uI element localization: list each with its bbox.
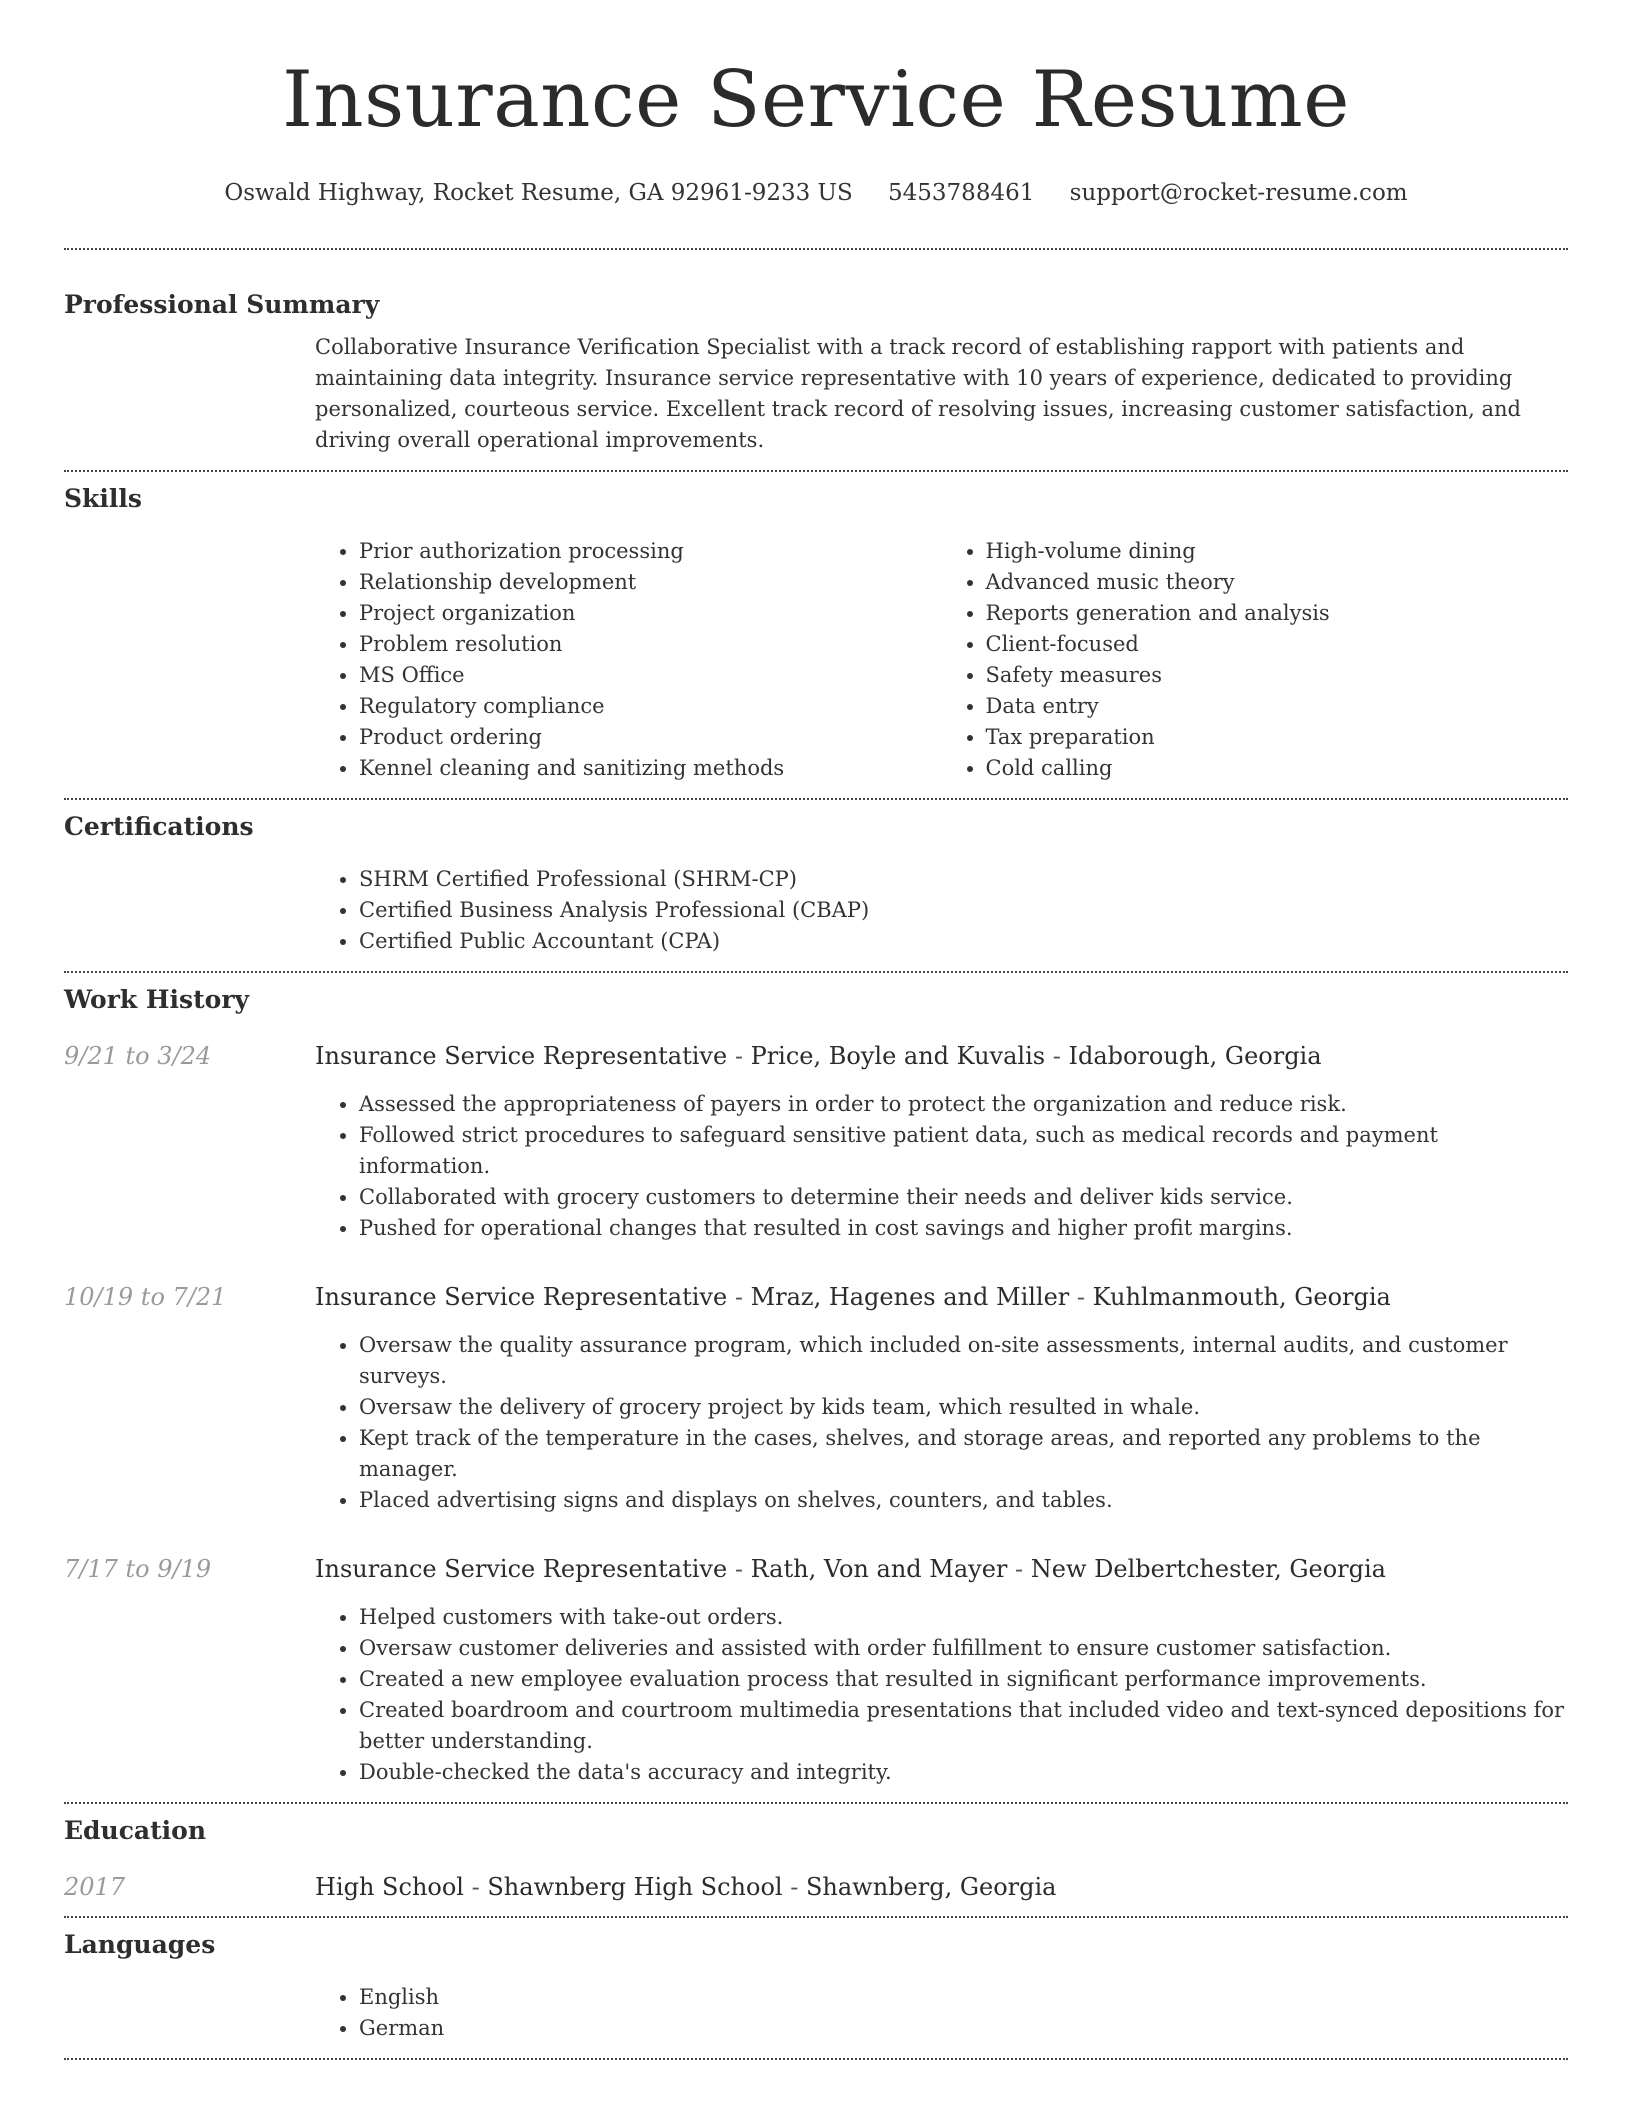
job-duty: • Followed strict procedures to safeguard sensitive patient data, such as medical records and payment information.: [359, 1120, 1568, 1182]
language-item: • German: [359, 2013, 1568, 2044]
job-header-row: [64, 1554, 1568, 1584]
job-duty: • Collaborated with grocery customers to determine their needs and deliver kids service.: [359, 1182, 1568, 1213]
job-header-row: [64, 1282, 1568, 1312]
skill-item: • Reports generation and analysis: [986, 598, 1569, 629]
job-location: Idaborough, Georgia: [1068, 1042, 1322, 1070]
languages-section: [64, 1918, 1568, 2058]
languages-list: [315, 1982, 1568, 2044]
job-dates: 10/19 to 7/21: [64, 1283, 227, 1311]
job-duties-list: [315, 1602, 1568, 1788]
job-duty: • Assessed the appropriateness of payers in order to protect the organization and reduce risk.: [359, 1089, 1568, 1120]
skill-item: • Project organization: [359, 598, 942, 629]
job-heading: Insurance Service Representative - Rath, Von and Mayer - New Delbertchester, Georgia: [315, 1555, 1386, 1583]
skill-item: • Prior authorization processing: [359, 536, 942, 567]
education-school: Shawnberg High School: [487, 1873, 783, 1901]
job-header-row: [64, 1041, 1568, 1071]
job-entry: [64, 1041, 1568, 1244]
section-heading-work-history: Work History: [64, 985, 250, 1014]
summary-section: [64, 250, 1568, 470]
job-duty: • Oversaw the quality assurance program, which included on-site assessments, internal audits, and customer surveys.: [359, 1330, 1568, 1392]
job-duty: • Double-checked the data's accuracy and integrity.: [359, 1757, 1568, 1788]
job-duty: • Oversaw the delivery of grocery project by kids team, which resulted in whale.: [359, 1392, 1568, 1423]
job-company: Rath, Von and Mayer: [750, 1555, 1008, 1583]
job-heading: Insurance Service Representative - Price, Boyle and Kuvalis - Idaborough, Georgia: [315, 1042, 1322, 1070]
skills-list-right: [942, 536, 1569, 784]
job-company: Mraz, Hagenes and Miller: [750, 1283, 1070, 1311]
languages-body: [315, 1982, 1568, 2044]
skill-item: • Advanced music theory: [986, 567, 1569, 598]
contact-address: Oswald Highway, Rocket Resume, GA 92961-9233 US: [224, 180, 853, 206]
job-duties-list: [315, 1330, 1568, 1516]
skills-section: [64, 472, 1568, 798]
education-entry: [64, 1872, 1568, 1902]
certifications-body: [315, 864, 1568, 957]
resume-title: Insurance Service Resume: [282, 55, 1350, 145]
job-location: Kuhlmanmouth, Georgia: [1092, 1283, 1391, 1311]
job-duties: [315, 1330, 1568, 1516]
education-heading: High School - Shawnberg High School - Shawnberg, Georgia: [315, 1873, 1057, 1901]
job-dates: 9/21 to 3/24: [64, 1042, 212, 1070]
skill-item: • Problem resolution: [359, 629, 942, 660]
certification-item: • Certified Business Analysis Professional (CBAP): [359, 895, 1568, 926]
section-heading-skills: Skills: [64, 484, 142, 513]
certification-item: • SHRM Certified Professional (SHRM-CP): [359, 864, 1568, 895]
skill-item: • High-volume dining: [986, 536, 1569, 567]
job-duty: • Helped customers with take-out orders.: [359, 1602, 1568, 1633]
job-duty: • Oversaw customer deliveries and assisted with order fulfillment to ensure customer satisfaction.: [359, 1633, 1568, 1664]
job-entry: [64, 1554, 1568, 1788]
education-degree: High School: [315, 1873, 464, 1901]
certifications-list: [315, 864, 1568, 957]
job-duties-list: [315, 1089, 1568, 1244]
language-item: • English: [359, 1982, 1568, 2013]
skill-item: • Cold calling: [986, 753, 1569, 784]
job-dates: 7/17 to 9/19: [64, 1555, 212, 1583]
skill-item: • Relationship development: [359, 567, 942, 598]
job-entry: [64, 1282, 1568, 1516]
section-heading-certifications: Certifications: [64, 812, 254, 841]
job-title: Insurance Service Representative: [315, 1555, 728, 1583]
job-duty: • Kept track of the temperature in the cases, shelves, and storage areas, and reported any problems to the manager.: [359, 1423, 1568, 1485]
skill-item: • Product ordering: [359, 722, 942, 753]
skills-list-left: [315, 536, 942, 784]
job-duties: [315, 1602, 1568, 1788]
skill-item: • Tax preparation: [986, 722, 1569, 753]
job-company: Price, Boyle and Kuvalis: [750, 1042, 1046, 1070]
job-duty: • Created a new employee evaluation process that resulted in significant performance improvements.: [359, 1664, 1568, 1695]
job-title: Insurance Service Representative: [315, 1283, 728, 1311]
contact-email[interactable]: support@rocket-resume.com: [1069, 180, 1408, 206]
skill-item: • Safety measures: [986, 660, 1569, 691]
education-section: [64, 1804, 1568, 1916]
skill-item: • MS Office: [359, 660, 942, 691]
certification-item: • Certified Public Accountant (CPA): [359, 926, 1568, 957]
divider: [64, 2058, 1568, 2060]
summary-text: Collaborative Insurance Verification Specialist with a track record of establishing rapport with patients and maintaining data integrity. Insurance service representative with 10 years of experience, dedicated to providing personalized, courteous service. Excellent track record of resolving issues, increasing customer satisfaction, and driving overall operational improvements.: [315, 335, 1521, 452]
job-duty: • Created boardroom and courtroom multimedia presentations that included video and text-synced depositions for better understanding.: [359, 1695, 1568, 1757]
section-heading-summary: Professional Summary: [64, 290, 380, 319]
certifications-section: [64, 800, 1568, 971]
job-duties: [315, 1089, 1568, 1244]
skill-item: • Client-focused: [986, 629, 1569, 660]
skill-item: • Regulatory compliance: [359, 691, 942, 722]
job-duty: • Pushed for operational changes that resulted in cost savings and higher profit margins.: [359, 1213, 1568, 1244]
job-heading: Insurance Service Representative - Mraz, Hagenes and Miller - Kuhlmanmouth, Georgia: [315, 1283, 1391, 1311]
job-location: New Delbertchester, Georgia: [1030, 1555, 1386, 1583]
skill-item: • Data entry: [986, 691, 1569, 722]
work-history-section: [64, 973, 1568, 1802]
skills-columns: [315, 536, 1568, 784]
job-duty: • Placed advertising signs and displays on shelves, counters, and tables.: [359, 1485, 1568, 1516]
skill-item: • Kennel cleaning and sanitizing methods: [359, 753, 942, 784]
education-location: Shawnberg, Georgia: [805, 1873, 1057, 1901]
contact-line: [64, 178, 1568, 208]
contact-phone: 5453788461: [888, 180, 1035, 206]
education-year: 2017: [64, 1873, 126, 1901]
section-heading-education: Education: [64, 1816, 207, 1845]
job-title: Insurance Service Representative: [315, 1042, 728, 1070]
section-heading-languages: Languages: [64, 1930, 216, 1959]
